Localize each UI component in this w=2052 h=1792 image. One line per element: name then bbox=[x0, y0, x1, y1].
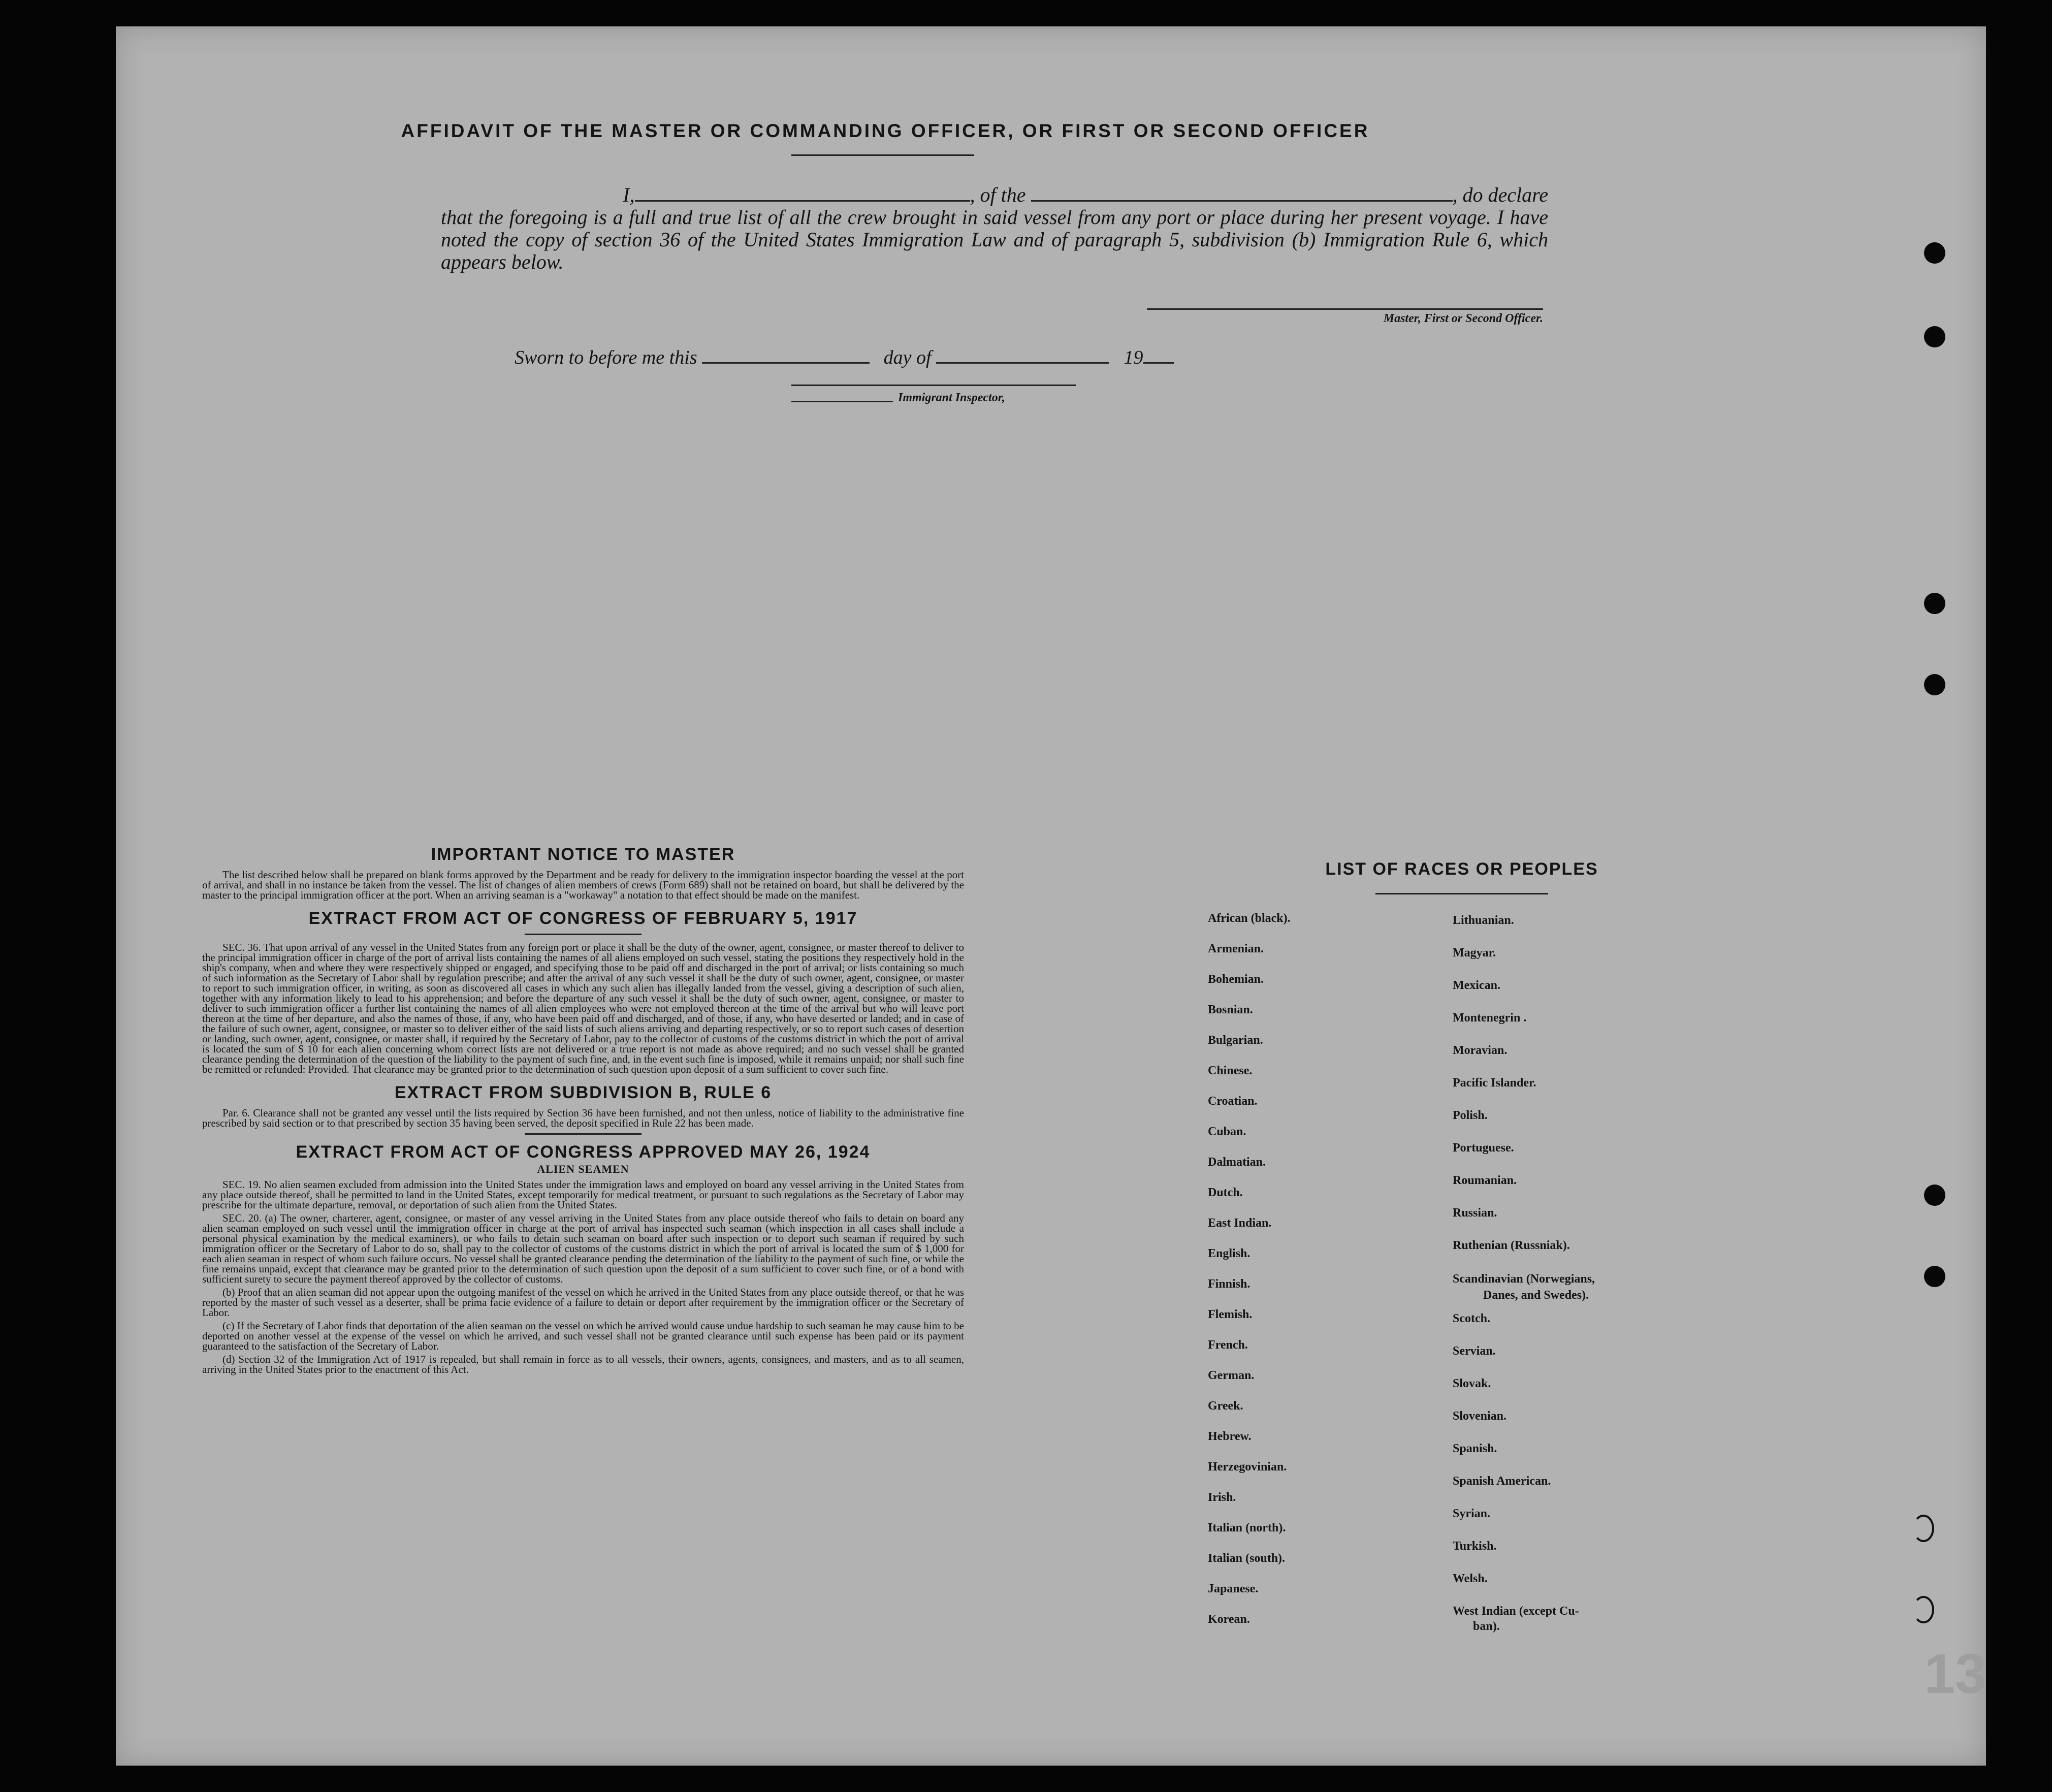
extract-1924-paragraph: (d) Section 32 of the Immigration Act of 1917 is repealed, but shall remain in force as to all vessels, their owners, agents, consignees, and masters, and as to all seamen, arriving in the United States prior to the enactment of this Act. bbox=[202, 1353, 964, 1375]
rule-6-rule bbox=[525, 1133, 642, 1135]
race-item: Finnish. bbox=[1208, 1277, 1251, 1291]
race-item: Turkish. bbox=[1453, 1540, 1497, 1553]
race-item: Dutch. bbox=[1208, 1186, 1243, 1199]
inspector-label: Immigrant Inspector, bbox=[898, 391, 1005, 404]
extract-1924-paragraph: SEC. 20. (a) The owner, charterer, agent, consignee, or master of any vessel arriving in the United States from any place outside thereof who fails to detain on board any alien seaman employed on such vessel until the immigration officer in charge at the port of arrival has inspected such seaman (which inspection in all cases shall include a personal physical examination by the medical examiners), or who fails to detain such seaman on board after such inspection or to deport such seaman if required by such immigration officer or the Secretary of Labor to do so, shall pay to the collector of customs of the customs district in which the port of arrival is located the sum of $ 1,000 for each alien seaman in respect of whom such failure occurs. No vessel shall be granted clearance pending the determination of the liability to the payment of such fine, or while the fine remains unpaid, except that clearance may be granted prior to the determination of such question upon the deposit of a sum sufficient to cover such fine, or of a bond with sufficient surety to secure the payment thereof approved by the collector of customs. bbox=[202, 1212, 964, 1285]
race-item: Pacific Islander. bbox=[1453, 1076, 1536, 1090]
document-page bbox=[116, 26, 1986, 1766]
race-item: Irish. bbox=[1208, 1491, 1236, 1504]
alien-seamen-subtitle: ALIEN SEAMEN bbox=[537, 1163, 629, 1175]
extract-1924-title: EXTRACT FROM ACT OF CONGRESS APPROVED MAY 26, 1924 bbox=[296, 1142, 871, 1162]
binder-hole-icon bbox=[1913, 1596, 1934, 1623]
inspector-signature-line-top[interactable] bbox=[791, 385, 1076, 386]
race-item: Polish. bbox=[1453, 1109, 1488, 1122]
race-item: Hebrew. bbox=[1208, 1430, 1252, 1443]
race-item: Spanish American. bbox=[1453, 1475, 1551, 1488]
extract-1924-paragraph: SEC. 19. No alien seamen excluded from admission into the United States under the immigration laws and employed on board any vessel arriving in the United States from any place outside thereof, shall be permitted to land in the United States, except temporarily for medical treatment, or pursuant to such regulations as the Secretary of Labor may prescribe for the ultimate departure, removal, or deportation of such alien from the United States. bbox=[202, 1178, 964, 1211]
sworn-label: Sworn to before me this bbox=[515, 347, 697, 368]
race-item: Korean. bbox=[1208, 1613, 1250, 1626]
race-item: Scandinavian (Norwegians, bbox=[1453, 1272, 1595, 1286]
sworn-month-blank[interactable] bbox=[936, 347, 1109, 364]
races-title: LIST OF RACES OR PEOPLES bbox=[1325, 859, 1598, 879]
affidavit-declare-label: , do declare bbox=[1452, 183, 1548, 206]
affidavit-body bbox=[441, 184, 1548, 273]
affidavit-title: AFFIDAVIT OF THE MASTER OR COMMANDING OFFICER, OR FIRST OR SECOND OFFICER bbox=[401, 120, 1370, 141]
sworn-day-blank[interactable] bbox=[702, 347, 870, 364]
race-item: ban). bbox=[1473, 1620, 1500, 1633]
race-item: African (black). bbox=[1208, 912, 1291, 925]
affidavit-i-label: I, bbox=[623, 183, 635, 206]
race-item: Slovak. bbox=[1453, 1377, 1491, 1390]
race-item: Danes, and Swedes). bbox=[1483, 1289, 1589, 1302]
race-item: Moravian. bbox=[1453, 1044, 1508, 1057]
race-item: French. bbox=[1208, 1338, 1248, 1352]
affidavit-of-the-label: , of the bbox=[970, 183, 1026, 206]
race-item: East Indian. bbox=[1208, 1217, 1272, 1230]
race-item: Italian (south). bbox=[1208, 1552, 1286, 1565]
binder-hole-icon bbox=[1924, 326, 1945, 347]
affidavit-statement: that the foregoing is a full and true list of all the crew brought in said vessel from any port or place during her present voyage. I have noted the copy of section 36 of the United States Immigration Law and of paragraph 5, subdivision (b) Immigration Rule 6, which appears below. bbox=[441, 206, 1548, 273]
race-item: Mexican. bbox=[1453, 979, 1500, 992]
vessel-name-blank[interactable] bbox=[1031, 185, 1453, 202]
sworn-year-blank[interactable] bbox=[1143, 347, 1174, 364]
affidavit-declaration-line bbox=[441, 184, 1548, 206]
race-item: Cuban. bbox=[1208, 1125, 1246, 1138]
race-item: Slovenian. bbox=[1453, 1410, 1507, 1423]
inspector-signature-line[interactable] bbox=[791, 401, 893, 402]
master-signature-label: Master, First or Second Officer. bbox=[1383, 312, 1543, 325]
race-item: Dalmatian. bbox=[1208, 1156, 1266, 1169]
extract-1924-paragraph: (b) Proof that an alien seaman did not appear upon the outgoing manifest of the vessel on which he arrived in the United States from any place outside thereof, or that he was reported by the master of such vessel as a deserter, shall be prima facie evidence of a failure to detain or deport after requirement by the immigration officer or the Secretary of Labor. bbox=[202, 1286, 964, 1319]
race-item: Welsh. bbox=[1453, 1572, 1488, 1585]
affidavit-title-rule bbox=[791, 154, 974, 156]
binder-hole-icon bbox=[1924, 1185, 1945, 1206]
rule-6-title: EXTRACT FROM SUBDIVISION B, RULE 6 bbox=[394, 1083, 772, 1102]
officer-name-blank[interactable] bbox=[635, 185, 970, 202]
binder-hole-icon bbox=[1924, 674, 1945, 695]
race-item: Chinese. bbox=[1208, 1064, 1253, 1077]
race-item: Portuguese. bbox=[1453, 1141, 1514, 1155]
year-prefix: 19 bbox=[1124, 347, 1143, 368]
binder-hole-icon bbox=[1924, 1266, 1945, 1287]
race-item: Montenegrin . bbox=[1453, 1011, 1527, 1025]
binder-hole-icon bbox=[1913, 1515, 1934, 1542]
race-item: Croatian. bbox=[1208, 1095, 1258, 1108]
notice-text: The list described below shall be prepared on blank forms approved by the Department and be ready for delivery to the immigration inspector boarding the vessel at the port of arrival, and shall in no instance be taken from the vessel. The list of changes of alien members of crews (Form 689) shall not be retained on board, but shall be delivered by the master to the principal immigration officer at the port. When an arriving seaman is a "workaway" a notation to that effect should be made on the manifest. bbox=[202, 869, 964, 901]
binder-hole-icon bbox=[1924, 242, 1945, 264]
sworn-statement bbox=[515, 346, 1174, 369]
extract-1917-text: SEC. 36. That upon arrival of any vessel in the United States from any foreign port or place it shall be the duty of the owner, agent, consignee, or master thereof to deliver to the principal immigration officer in charge of the port of arrival lists containing the names of all aliens employed on such vessel, stating the positions they respectively hold in the ship's company, when and where they were respectively shipped or engaged, and specifying those to be paid off and discharged in the port of arrival; or lists containing so much of such information as the Secretary of Labor shall by regulation prescribe; and after the arrival of any such vessel it shall be the duty of such owner, agent, consignee, or master to report to such immigration officer, in writing, as soon as discovered all cases in which any such alien has illegally landed from the vessel, giving a description of such alien, together with any information likely to lead to his apprehension; and before the departure of any such vessel it shall be the duty of such owner, agent, consignee, or master to deliver to such immigration officer a further list containing the names of all alien employees who were not employed thereon at the time of the arrival but who will leave port thereon at the time of her departure, and also the names of those, if any, who have been paid off and discharged, and of those, if any, who have deserted or landed; and in case of the failure of such owner, agent, consignee, or master so to deliver either of the said lists of such aliens arriving and departing respectively, or so to report such cases of desertion or landing, such owner, agent, consignee, or master shall, if required by the Secretary of Labor, pay to the collector of customs of the customs district in which the port of arrival is located the sum of $ 10 for each alien concerning whom correct lists are not delivered or a true report is not made as above required; and no such vessel shall be granted clearance pending the determination of the question of the liability to the payment of such fine, and, in the event such fine is imposed, while it remains unpaid; nor shall such fine be remitted or refunded: Provided. That clearance may be granted prior to the determination of such question upon deposit of a sum sufficient to cover such fine. bbox=[202, 941, 964, 1075]
notice-title: IMPORTANT NOTICE TO MASTER bbox=[431, 845, 735, 864]
race-item: Servian. bbox=[1453, 1345, 1496, 1358]
race-item: Japanese. bbox=[1208, 1582, 1259, 1595]
race-item: Greek. bbox=[1208, 1399, 1243, 1413]
race-item: English. bbox=[1208, 1247, 1251, 1260]
race-item: Scotch. bbox=[1453, 1312, 1490, 1325]
legal-text-column bbox=[202, 839, 964, 1378]
race-item: Russian. bbox=[1453, 1206, 1497, 1220]
race-item: Magyar. bbox=[1453, 946, 1496, 959]
race-item: Roumanian. bbox=[1453, 1174, 1517, 1187]
race-item: Armenian. bbox=[1208, 942, 1264, 955]
races-title-rule bbox=[1375, 893, 1548, 894]
master-signature-line[interactable] bbox=[1147, 308, 1543, 310]
page-number-mark: 13 bbox=[1924, 1643, 1986, 1705]
race-item: Herzegovinian. bbox=[1208, 1460, 1287, 1474]
race-item: Bosnian. bbox=[1208, 1003, 1253, 1016]
race-item: Italian (north). bbox=[1208, 1521, 1286, 1534]
race-item: Lithuanian. bbox=[1453, 914, 1514, 927]
race-item: German. bbox=[1208, 1369, 1255, 1382]
race-item: Bulgarian. bbox=[1208, 1034, 1263, 1047]
extract-1924-paragraph: (c) If the Secretary of Labor finds that deportation of the alien seaman on the vessel on which he arrived would cause undue hardship to such seaman he may cause him to be deported on another vessel at the expense of the vessel on which he arrived, and such vessel shall not be granted clearance until such expense has been paid or its payment guaranteed to the satisfaction of the Secretary of Labor. bbox=[202, 1320, 964, 1352]
race-item: Syrian. bbox=[1453, 1507, 1491, 1520]
rule-6-text: Par. 6. Clearance shall not be granted any vessel until the lists required by Section 36 have been furnished, and not then unless, notice of liability to the administrative fine prescribed by said section or to that prescribed by section 35 having been served, the deposit specified in Rule 22 has been made. bbox=[202, 1107, 964, 1129]
extract-1917-title: EXTRACT FROM ACT OF CONGRESS OF FEBRUARY 5, 1917 bbox=[308, 909, 858, 928]
binder-hole-icon bbox=[1924, 593, 1945, 614]
race-item: Ruthenian (Russniak). bbox=[1453, 1239, 1570, 1252]
day-of-label: day of bbox=[883, 347, 932, 368]
race-item: Bohemian. bbox=[1208, 973, 1264, 986]
extract-1917-rule bbox=[525, 934, 642, 935]
race-item: Flemish. bbox=[1208, 1308, 1253, 1321]
race-item: Spanish. bbox=[1453, 1442, 1497, 1455]
race-item: West Indian (except Cu- bbox=[1453, 1605, 1579, 1618]
